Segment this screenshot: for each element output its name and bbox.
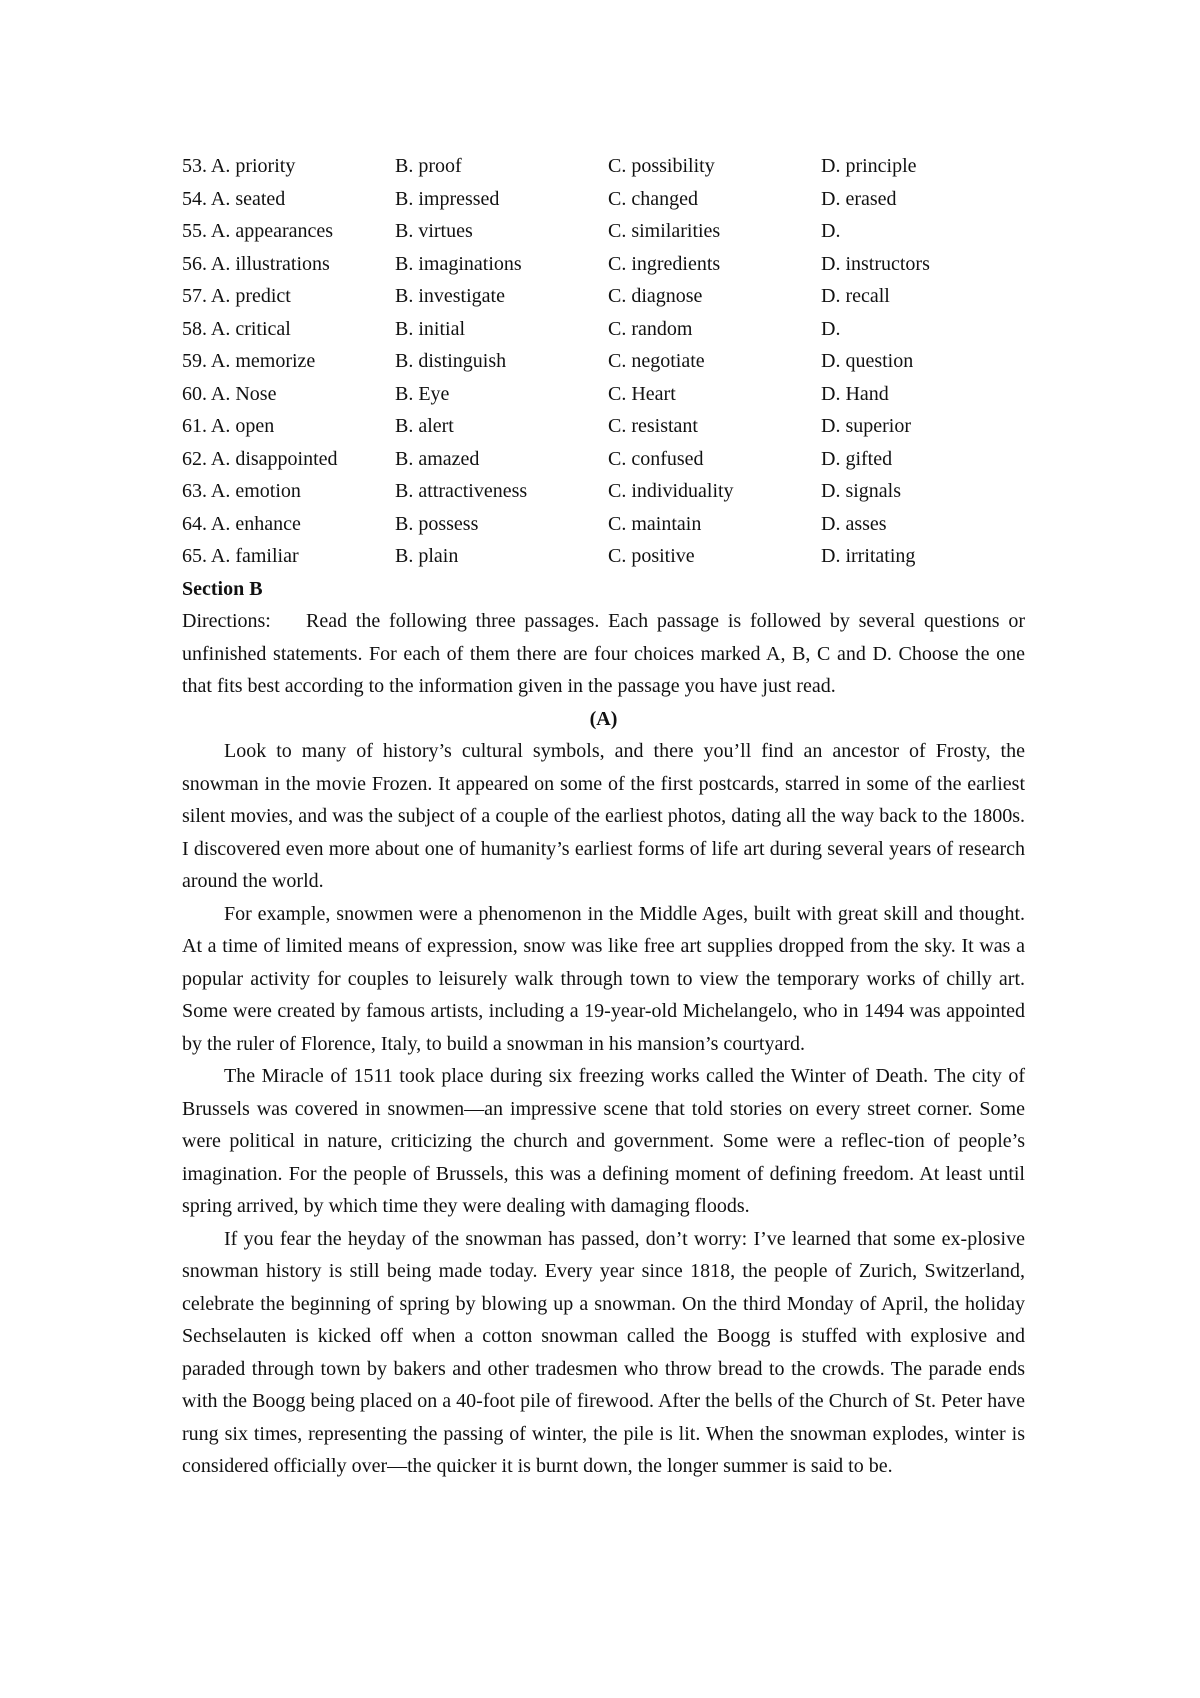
options-row-64: [182, 508, 1025, 541]
option-c: C. negotiate: [608, 350, 705, 372]
option-d: D. signals: [821, 480, 901, 502]
option-a: 53. A. priority: [182, 155, 296, 177]
option-a: 63. A. emotion: [182, 480, 301, 502]
option-a: 59. A. memorize: [182, 350, 316, 372]
option-c: C. possibility: [608, 155, 715, 177]
options-row-53: [182, 150, 1025, 183]
passage-paragraph: Look to many of history’s cultural symbols, and there you’ll find an ancestor of Frosty, the snowman in the movie Frozen. It appeared on some of the first postcards, starred in some of the earliest silent movies, and was the subject of a couple of the earliest photos, dating all the way back to the 1800s. I discovered even more about one of humanity’s earliest forms of life art during several years of research around the world.: [182, 740, 1025, 892]
options-table: [182, 150, 1025, 573]
option-a: 65. A. familiar: [182, 545, 299, 567]
option-d: D. principle: [821, 155, 917, 177]
option-c: C. individuality: [608, 480, 734, 502]
option-d: D. gifted: [821, 447, 893, 470]
options-row-60: [182, 378, 1025, 411]
option-b: B. possess: [395, 512, 479, 535]
option-b: B. virtues: [395, 220, 473, 242]
options-row-56: [182, 248, 1025, 281]
option-c: C. confused: [608, 447, 704, 470]
option-b: B. investigate: [395, 285, 505, 307]
section-title: Section B: [182, 577, 263, 600]
option-b: B. imaginations: [395, 252, 522, 275]
option-b: B. proof: [395, 155, 462, 177]
options-row-63: [182, 475, 1025, 508]
option-b: B. distinguish: [395, 350, 507, 372]
passage-paragraph: For example, snowmen were a phenomenon in the Middle Ages, built with great skill and thought. At a time of limited means of expression, snow was like free art supplies dropped from the sky. It was a popular activity for couples to leisurely walk through town to view the temporary works of chilly art. Some were created by famous artists, including a 19-year-old Michelangelo, who in 1494 was appointed by the ruler of Florence, Italy, to build a snowman in his mansion’s courtyard.: [182, 902, 1025, 1055]
section-directions: Directions: Read the following three passages. Each passage is followed by several questions or unfinished statements. For each of them there are four choices marked A, B, C and D. Choose the one that fits best according to the information given in the passage you have just read.: [182, 610, 1025, 697]
options-row-65: [182, 540, 1025, 573]
exam-page: [182, 150, 1025, 1483]
option-d: D.: [821, 220, 841, 242]
options-row-54: [182, 183, 1025, 216]
options-row-55: [182, 215, 1025, 248]
option-d: D. Hand: [821, 382, 889, 405]
options-row-62: [182, 443, 1025, 476]
option-c: C. changed: [608, 187, 698, 210]
option-a: 56. A. illustrations: [182, 252, 330, 275]
passage-label: (A): [589, 707, 618, 730]
option-a: 60. A. Nose: [182, 382, 277, 405]
option-d: D. question: [821, 350, 914, 372]
option-c: C. Heart: [608, 382, 676, 405]
options-row-58: [182, 313, 1025, 346]
option-c: C. ingredients: [608, 252, 721, 275]
options-row-61: [182, 410, 1025, 443]
option-a: 62. A. disappointed: [182, 447, 338, 470]
option-b: B. initial: [395, 317, 465, 340]
option-a: 55. A. appearances: [182, 220, 334, 242]
option-b: B. amazed: [395, 447, 480, 470]
option-d: D. superior: [821, 415, 911, 437]
option-d: D. asses: [821, 512, 887, 535]
options-row-59: [182, 345, 1025, 378]
passage-paragraph: The Miracle of 1511 took place during six freezing works called the Winter of Death. The city of Brussels was covered in snowmen—an impressive scene that told stories on every street corner. Some were political in nature, criticizing the church and government. Some were a reflec-tion of people’s imagination. For the people of Brussels, this was a defining moment of defining freedom. At least until spring arrived, by which time they were dealing with damaging floods.: [182, 1065, 1025, 1217]
option-b: B. Eye: [395, 382, 450, 405]
option-b: B. plain: [395, 545, 459, 567]
option-d: D. irritating: [821, 545, 916, 567]
option-d: D. erased: [821, 187, 897, 210]
options-row-57: [182, 280, 1025, 313]
option-d: D.: [821, 317, 841, 340]
option-c: C. similarities: [608, 220, 721, 242]
option-a: 61. A. open: [182, 415, 275, 437]
passage-paragraph: If you fear the heyday of the snowman has passed, don’t worry: I’ve learned that some ex-plosive snowman history is still being made today. Every year since 1818, the people of Zurich, Switzerland, celebrate the beginning of spring by blowing up a snowman. On the third Monday of April, the holiday Sechselauten is kicked off when a cotton snowman called the Boogg is stuffed with explosive and paraded through town by bakers and other tradesmen who throw bread to the crowds. The parade ends with the Boogg being placed on a 40-foot pile of firewood. After the bells of the Church of St. Peter have rung six times, representing the passing of winter, the pile is lit. When the snowman explodes, winter is considered officially over—the quicker it is burnt down, the longer summer is said to be.: [182, 1227, 1025, 1477]
option-c: C. random: [608, 317, 693, 340]
option-c: C. resistant: [608, 415, 698, 437]
option-c: C. maintain: [608, 512, 702, 535]
option-a: 54. A. seated: [182, 187, 286, 210]
option-a: 64. A. enhance: [182, 512, 301, 535]
option-b: B. alert: [395, 415, 454, 437]
option-c: C. positive: [608, 545, 695, 567]
option-c: C. diagnose: [608, 285, 703, 307]
option-a: 58. A. critical: [182, 317, 291, 340]
option-d: D. instructors: [821, 252, 930, 275]
option-b: B. attractiveness: [395, 480, 528, 502]
option-a: 57. A. predict: [182, 285, 291, 307]
option-b: B. impressed: [395, 187, 500, 210]
option-d: D. recall: [821, 285, 890, 307]
